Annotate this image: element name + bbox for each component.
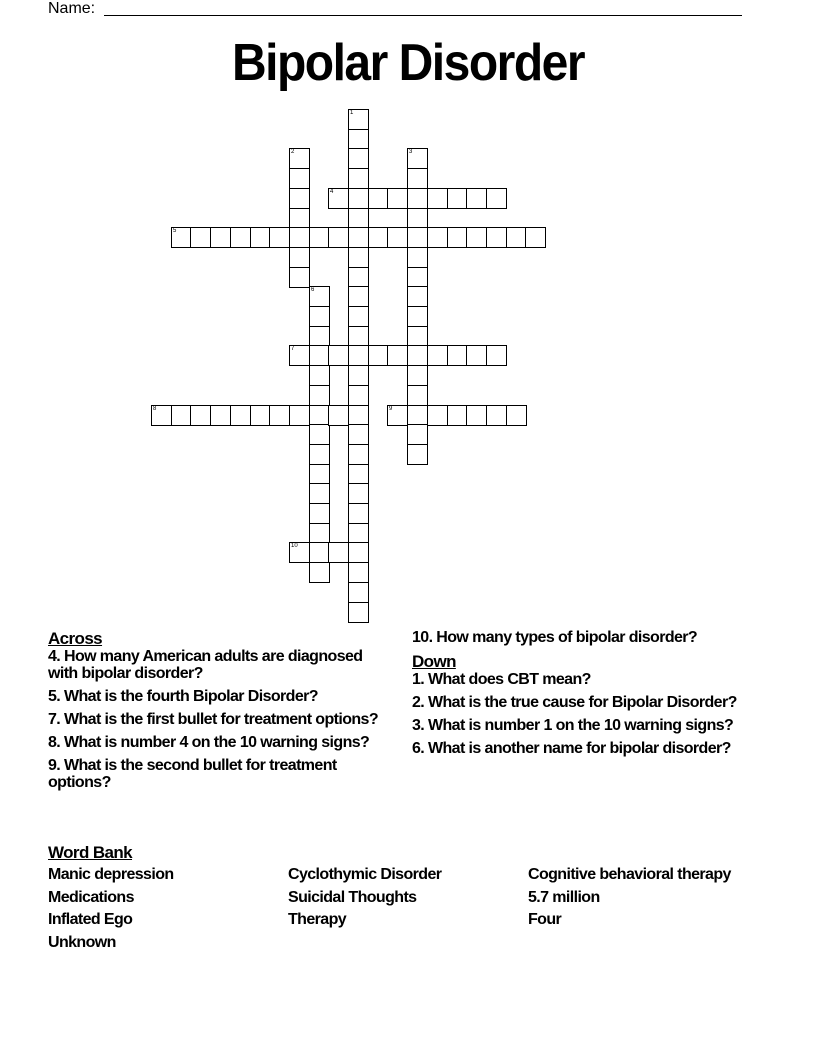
grid-cell[interactable] <box>210 405 231 426</box>
grid-cell[interactable] <box>348 306 369 327</box>
name-label: Name: <box>48 0 96 17</box>
grid-cell[interactable] <box>309 385 330 406</box>
grid-cell[interactable] <box>289 168 310 189</box>
word-bank-heading: Word Bank <box>48 843 133 862</box>
grid-cell[interactable] <box>407 168 428 189</box>
grid-cell[interactable] <box>309 444 330 465</box>
grid-cell[interactable] <box>486 345 507 366</box>
grid-cell[interactable] <box>407 208 428 229</box>
grid-cell[interactable] <box>309 503 330 524</box>
grid-cell[interactable] <box>289 345 310 366</box>
grid-cell[interactable] <box>407 385 428 406</box>
grid-cell[interactable] <box>289 227 310 248</box>
grid-cell[interactable] <box>250 405 271 426</box>
word-bank-item: Medications <box>48 888 134 906</box>
grid-cell[interactable] <box>348 365 369 386</box>
grid-cell[interactable] <box>289 542 310 563</box>
grid-cell[interactable] <box>348 148 369 169</box>
grid-cell[interactable] <box>348 523 369 544</box>
grid-cell[interactable] <box>348 542 369 563</box>
word-bank-list <box>48 864 768 955</box>
grid-cell[interactable] <box>387 345 408 366</box>
clue-across-7: 7. What is the first bullet for treatment options? <box>48 711 379 728</box>
grid-cell[interactable] <box>171 227 192 248</box>
grid-cell[interactable] <box>309 483 330 504</box>
grid-cell[interactable] <box>427 405 448 426</box>
grid-cell[interactable] <box>447 345 468 366</box>
grid-cell[interactable] <box>348 188 369 209</box>
grid-cell[interactable] <box>348 405 369 426</box>
grid-cell[interactable] <box>407 286 428 307</box>
grid-cell[interactable] <box>427 188 448 209</box>
grid-cell[interactable] <box>309 405 330 426</box>
grid-cell[interactable] <box>171 405 192 426</box>
clue-number: 1 <box>350 110 354 116</box>
grid-cell[interactable] <box>387 188 408 209</box>
grid-cell[interactable] <box>190 227 211 248</box>
grid-cell[interactable] <box>407 444 428 465</box>
grid-cell[interactable] <box>328 345 349 366</box>
grid-cell[interactable] <box>348 385 369 406</box>
grid-cell[interactable] <box>328 188 349 209</box>
grid-cell[interactable] <box>348 444 369 465</box>
grid-cell[interactable] <box>466 405 487 426</box>
clue-number: 10 <box>291 543 298 549</box>
grid-cell[interactable] <box>407 188 428 209</box>
grid-cell[interactable] <box>348 247 369 268</box>
clue-down-2: 2. What is the true cause for Bipolar Disorder? <box>412 694 737 711</box>
grid-cell[interactable] <box>269 405 290 426</box>
grid-cell[interactable] <box>230 405 251 426</box>
grid-cell[interactable] <box>348 109 369 130</box>
grid-cell[interactable] <box>466 188 487 209</box>
grid-cell[interactable] <box>447 188 468 209</box>
grid-cell[interactable] <box>309 424 330 445</box>
clue-number: 5 <box>173 228 177 234</box>
grid-cell[interactable] <box>289 208 310 229</box>
clue-down-1: 1. What does CBT mean? <box>412 671 591 688</box>
grid-cell[interactable] <box>309 365 330 386</box>
grid-cell[interactable] <box>447 227 468 248</box>
grid-cell[interactable] <box>348 582 369 603</box>
word-bank-item: Four <box>528 911 562 929</box>
grid-cell[interactable] <box>348 267 369 288</box>
grid-cell[interactable] <box>230 227 251 248</box>
grid-cell[interactable] <box>309 523 330 544</box>
word-bank-item: Inflated Ego <box>48 911 133 929</box>
grid-cell[interactable] <box>506 405 527 426</box>
clue-number: 3 <box>409 149 413 155</box>
word-bank-item: Therapy <box>288 911 347 929</box>
clue-across-4: 4. How many American adults are diagnosed with bipolar disorder? <box>48 648 363 682</box>
grid-cell[interactable] <box>348 464 369 485</box>
grid-cell[interactable] <box>387 227 408 248</box>
grid-cell[interactable] <box>427 345 448 366</box>
grid-cell[interactable] <box>407 345 428 366</box>
grid-cell[interactable] <box>486 405 507 426</box>
clue-across-8: 8. What is number 4 on the 10 warning signs? <box>48 734 370 751</box>
grid-cell[interactable] <box>348 208 369 229</box>
grid-cell[interactable] <box>309 326 330 347</box>
down-heading: Down <box>412 652 456 671</box>
grid-cell[interactable] <box>368 345 389 366</box>
grid-cell[interactable] <box>309 464 330 485</box>
word-bank-item: Unknown <box>48 934 116 952</box>
clues-left-column <box>48 629 393 797</box>
grid-cell[interactable] <box>368 227 389 248</box>
grid-cell[interactable] <box>348 286 369 307</box>
grid-cell[interactable] <box>466 345 487 366</box>
grid-cell[interactable] <box>407 424 428 445</box>
grid-cell[interactable] <box>289 267 310 288</box>
word-bank-item: Manic depression <box>48 866 174 883</box>
clue-number: 6 <box>311 287 315 293</box>
grid-cell[interactable] <box>269 227 290 248</box>
grid-cell[interactable] <box>289 148 310 169</box>
grid-cell[interactable] <box>466 227 487 248</box>
grid-cell[interactable] <box>309 227 330 248</box>
grid-cell[interactable] <box>447 405 468 426</box>
word-bank-item: Cognitive behavioral therapy <box>528 866 731 883</box>
grid-cell[interactable] <box>368 188 389 209</box>
clue-across-5: 5. What is the fourth Bipolar Disorder? <box>48 688 318 705</box>
word-bank-item: Suicidal Thoughts <box>288 888 417 906</box>
grid-cell[interactable] <box>348 483 369 504</box>
grid-cell[interactable] <box>348 503 369 524</box>
grid-cell[interactable] <box>506 227 527 248</box>
grid-cell[interactable] <box>486 227 507 248</box>
grid-cell[interactable] <box>309 542 330 563</box>
grid-cell[interactable] <box>210 227 231 248</box>
grid-cell[interactable] <box>348 562 369 583</box>
grid-cell[interactable] <box>348 345 369 366</box>
grid-cell[interactable] <box>407 306 428 327</box>
word-bank-item: Cyclothymic Disorder <box>288 866 442 883</box>
grid-cell[interactable] <box>328 542 349 563</box>
grid-cell[interactable] <box>328 405 349 426</box>
clue-number: 8 <box>153 406 157 412</box>
grid-cell[interactable] <box>407 267 428 288</box>
clue-number: 2 <box>291 149 295 155</box>
grid-cell[interactable] <box>289 405 310 426</box>
grid-cell[interactable] <box>289 188 310 209</box>
clue-number: 9 <box>389 406 393 412</box>
grid-cell[interactable] <box>348 227 369 248</box>
page-title: Bipolar Disorder <box>231 34 585 93</box>
grid-cell[interactable] <box>407 405 428 426</box>
grid-cell[interactable] <box>348 129 369 150</box>
clue-down-3: 3. What is number 1 on the 10 warning signs? <box>412 717 734 734</box>
grid-cell[interactable] <box>348 326 369 347</box>
grid-cell[interactable] <box>387 405 408 426</box>
grid-cell[interactable] <box>407 326 428 347</box>
clue-number: 4 <box>330 189 334 195</box>
grid-cell[interactable] <box>427 227 448 248</box>
grid-cell[interactable] <box>309 345 330 366</box>
grid-cell[interactable] <box>407 227 428 248</box>
clue-number: 7 <box>291 346 295 352</box>
grid-cell[interactable] <box>328 227 349 248</box>
grid-cell[interactable] <box>309 306 330 327</box>
grid-cell[interactable] <box>407 365 428 386</box>
grid-cell[interactable] <box>348 168 369 189</box>
grid-cell[interactable] <box>190 405 211 426</box>
across-heading: Across <box>48 629 103 648</box>
grid-cell[interactable] <box>486 188 507 209</box>
grid-cell[interactable] <box>309 286 330 307</box>
clue-across-10: 10. How many types of bipolar disorder? <box>412 629 698 646</box>
word-bank-item: 5.7 million <box>528 888 600 906</box>
grid-cell[interactable] <box>407 148 428 169</box>
grid-cell[interactable] <box>348 602 369 623</box>
grid-cell[interactable] <box>309 562 330 583</box>
grid-cell[interactable] <box>525 227 546 248</box>
clue-across-9: 9. What is the second bullet for treatment options? <box>48 757 337 791</box>
grid-cell[interactable] <box>250 227 271 248</box>
grid-cell[interactable] <box>407 247 428 268</box>
grid-cell[interactable] <box>348 424 369 445</box>
clues-right-column <box>412 629 757 763</box>
grid-cell[interactable] <box>151 405 172 426</box>
clue-down-6: 6. What is another name for bipolar disorder? <box>412 740 731 757</box>
grid-cell[interactable] <box>289 247 310 268</box>
word-bank <box>48 843 768 955</box>
